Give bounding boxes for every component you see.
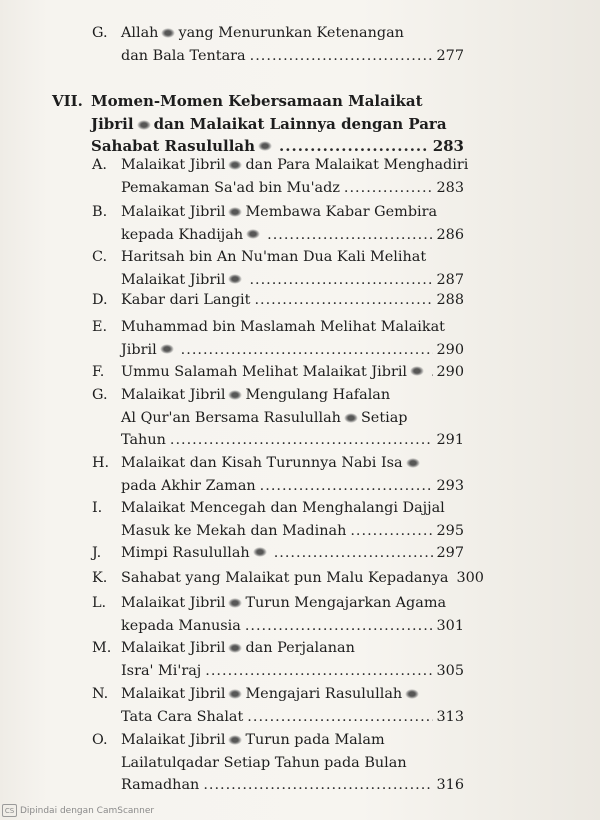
section-title: Sahabat Rasulullah <box>91 137 256 155</box>
dot-leader <box>254 289 432 312</box>
entry-text: kepada Khadijah <box>121 226 244 243</box>
toc-entry-h <box>92 452 464 497</box>
page-number: 300 <box>456 570 484 586</box>
entry-text: Turun Mengajarkan Agama <box>245 595 447 611</box>
entry-text: Al Qur'an Bersama Rasulullah <box>121 409 341 426</box>
toc-entry-b <box>92 201 464 246</box>
entry-letter: K. <box>92 570 108 586</box>
entry-text: Masuk ke Mekah dan Madinah <box>121 522 347 539</box>
entry-text: Malaikat Jibril <box>121 157 226 173</box>
page-number: 291 <box>436 432 464 448</box>
entry-letter: M. <box>92 640 112 656</box>
watermark-text: Dipindai dengan CamScanner <box>20 805 155 816</box>
entry-letter: A. <box>92 157 107 173</box>
honorific-icon <box>406 458 420 468</box>
entry-letter: C. <box>92 249 108 265</box>
entry-text: yang Menurunkan Ketenangan <box>178 25 404 41</box>
toc-entry-d <box>92 289 464 312</box>
section-title: Jibril <box>91 114 134 133</box>
honorific-icon <box>160 344 174 354</box>
entry-text: Turun pada Malam <box>245 732 385 748</box>
toc-entry-o <box>92 729 464 797</box>
dot-leader <box>245 615 433 638</box>
entry-text: kepada Manusia <box>121 617 241 634</box>
page-number: 287 <box>436 271 464 288</box>
entry-text: Malaikat Jibril <box>121 387 226 403</box>
dot-leader <box>247 706 432 729</box>
entry-text: Malaikat Jibril <box>121 271 226 288</box>
toc-entry-n <box>92 683 464 728</box>
page-number: 301 <box>436 617 464 634</box>
section-vii-heading <box>52 90 464 158</box>
entry-text: Malaikat Jibril <box>121 204 226 220</box>
entry-letter: G. <box>92 387 108 403</box>
honorific-icon <box>228 160 242 170</box>
entry-text: Mengajari Rasulullah <box>245 686 403 702</box>
entry-text: Pemakaman Sa'ad bin Mu'adz <box>121 179 340 196</box>
dot-leader <box>203 774 432 797</box>
entry-letter: E. <box>92 319 108 335</box>
dot-leader <box>274 542 433 565</box>
dot-leader <box>205 660 432 683</box>
toc-entry-m <box>92 637 464 682</box>
entry-text: Tata Cara Shalat <box>121 708 244 725</box>
honorific-icon <box>137 120 151 130</box>
dot-leader <box>260 475 433 498</box>
entry-text: dan Bala Tentara <box>121 47 246 64</box>
toc-entry-g <box>92 384 464 452</box>
toc-entry-g-top <box>92 22 464 67</box>
page-number: 277 <box>436 47 464 64</box>
entry-text: Malaikat Mencegah dan Menghalangi Dajjal <box>121 500 445 516</box>
honorific-icon <box>228 207 242 217</box>
toc-entry-i <box>92 497 464 542</box>
entry-letter: F. <box>92 364 105 380</box>
entry-text: Muhammad bin Maslamah Melihat Malaikat <box>121 319 445 335</box>
honorific-icon <box>228 598 242 608</box>
page-number: 295 <box>436 522 464 539</box>
entry-letter: D. <box>92 292 108 308</box>
entry-text: Ummu Salamah Melihat Malaikat Jibril <box>121 364 408 380</box>
entry-text: Lailatulqadar Setiap Tahun pada Bulan <box>121 754 407 771</box>
honorific-icon <box>405 689 419 699</box>
page-number: 297 <box>436 545 464 561</box>
entry-text: Allah <box>121 25 159 41</box>
honorific-icon <box>228 274 242 284</box>
section-title: Momen-Momen Kebersamaan Malaikat <box>91 92 423 110</box>
honorific-icon <box>228 735 242 745</box>
entry-text: Malaikat Jibril <box>121 732 226 748</box>
entry-letter: I. <box>92 500 103 516</box>
entry-text: Setiap <box>360 409 408 426</box>
dot-leader <box>249 269 432 292</box>
page-number: 290 <box>436 341 464 358</box>
entry-text: Malaikat Jibril <box>121 640 226 656</box>
entry-letter: B. <box>92 204 108 220</box>
toc-entry-l <box>92 592 464 637</box>
page-number: 305 <box>436 662 464 679</box>
honorific-icon <box>253 547 267 557</box>
honorific-icon <box>246 229 260 239</box>
page-number: 286 <box>436 226 464 243</box>
dot-leader <box>344 177 433 200</box>
entry-letter: L. <box>92 595 107 611</box>
entry-text: Malaikat Jibril <box>121 595 226 611</box>
section-title: dan Malaikat Lainnya dengan Para <box>153 114 447 133</box>
entry-text: dan Para Malaikat Menghadiri <box>245 157 469 173</box>
dot-leader <box>250 45 433 68</box>
honorific-icon <box>228 689 242 699</box>
dot-leader <box>267 224 432 247</box>
entry-letter: H. <box>92 455 110 471</box>
entry-text: Mengulang Hafalan <box>245 387 391 403</box>
entry-text: pada Akhir Zaman <box>121 477 256 494</box>
page-number: 316 <box>436 777 464 793</box>
entry-letter: O. <box>92 732 108 748</box>
entry-text: Membawa Kabar Gembira <box>245 204 438 220</box>
dot-leader <box>431 361 432 384</box>
entry-text: Kabar dari Langit <box>121 292 251 308</box>
entry-letter: G. <box>92 25 108 41</box>
page-number: 283 <box>436 179 464 196</box>
page-number: 288 <box>436 292 464 308</box>
toc-entry-c <box>92 246 464 291</box>
entry-text: Jibril <box>121 341 157 358</box>
toc-entry-k <box>92 567 484 590</box>
entry-text: Sahabat yang Malaikat pun Malu Kepadanya <box>121 570 449 586</box>
scanner-watermark <box>2 804 154 817</box>
entry-letter: N. <box>92 686 109 702</box>
page-number: 283 <box>432 137 464 155</box>
dot-leader <box>181 339 433 362</box>
honorific-icon <box>161 28 175 38</box>
entry-text: Tahun <box>121 432 166 448</box>
section-number: VII. <box>52 92 83 110</box>
entry-text: Ramadhan <box>121 777 200 793</box>
entry-text: Isra' Mi'raj <box>121 662 202 679</box>
honorific-icon <box>228 390 242 400</box>
dot-leader <box>170 429 433 452</box>
entry-text: Mimpi Rasulullah <box>121 545 250 561</box>
toc-entry-e <box>92 316 464 361</box>
honorific-icon <box>228 643 242 653</box>
page-number: 313 <box>436 708 464 725</box>
honorific-icon <box>258 141 272 151</box>
camscanner-logo-icon: CS <box>2 804 17 817</box>
entry-text: Malaikat Jibril <box>121 686 226 702</box>
entry-letter: J. <box>92 545 102 561</box>
entry-text: dan Perjalanan <box>245 640 355 656</box>
entry-text: Haritsah bin An Nu'man Dua Kali Melihat <box>121 249 427 265</box>
dot-leader <box>350 520 432 543</box>
honorific-icon <box>344 413 358 423</box>
honorific-icon <box>410 366 424 376</box>
toc-entry-j <box>92 542 464 565</box>
toc-entry-a <box>92 154 469 199</box>
entry-text: Malaikat dan Kisah Turunnya Nabi Isa <box>121 455 403 471</box>
page-number: 293 <box>436 477 464 494</box>
page-number: 290 <box>436 364 464 380</box>
toc-entry-f <box>92 361 464 384</box>
